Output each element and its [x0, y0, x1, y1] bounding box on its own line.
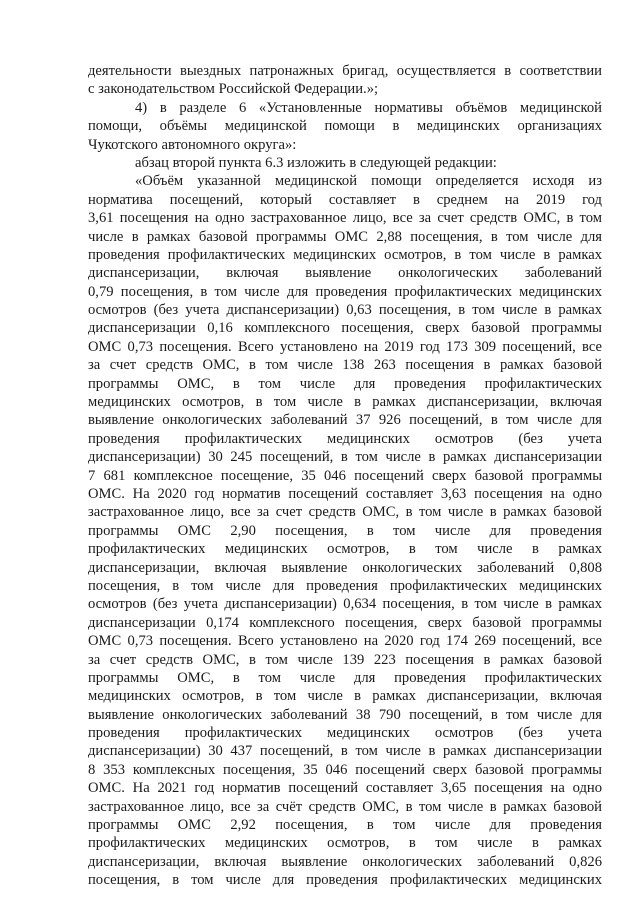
- text-line: медицинских осмотров, в том числе в рамках диспансеризации, включая: [88, 688, 602, 705]
- text-line: медицинских осмотров, в том числе в рамках диспансеризации, включая: [88, 394, 602, 411]
- text-line: посещения, в том числе для проведения профилактических медицинских: [88, 872, 602, 889]
- text-line: диспансеризации) 30 437 посещений, в том числе в рамках диспансеризации: [88, 743, 602, 760]
- text-line: программы ОМС, в том числе для проведения профилактических: [88, 375, 602, 392]
- text-line: ОМС 0,73 посещения. Всего установлено на 2020 год 174 269 посещений, все: [88, 633, 602, 650]
- text-line: проведения профилактических медицинских осмотров, в том числе в рамках: [88, 246, 602, 263]
- text-line: диспансеризации) 30 245 посещений, в том числе в рамках диспансеризации: [88, 449, 602, 466]
- text-line: 3,61 посещения на одно застрахованное лицо, все за счет средств ОМС, в том: [88, 210, 602, 227]
- text-line: профилактических медицинских осмотров, в том числе в рамках: [88, 541, 602, 558]
- text-line: застрахованное лицо, все за счёт средств ОМС, в том числе в рамках базовой: [88, 798, 602, 815]
- text-line: 4) в разделе 6 «Установленные нормативы объёмов медицинской: [135, 99, 602, 116]
- text-line: норматива посещений, который составляет в среднем на 2019 год: [88, 191, 602, 208]
- text-line: ОМС. На 2020 год норматив посещений составляет 3,63 посещения на одно: [88, 485, 602, 502]
- text-line: 0,79 посещения, в том числе для проведения профилактических медицинских: [88, 283, 602, 300]
- text-line: Чукотского автономного округа»:: [88, 136, 297, 153]
- text-line: программы ОМС, в том числе для проведения профилактических: [88, 669, 602, 686]
- text-line: диспансеризации, включая выявление онкологических заболеваний 0,826: [88, 853, 602, 870]
- text-line: 8 353 комплексных посещения, 35 046 посещений сверх базовой программы: [88, 761, 602, 778]
- document-body: [88, 62, 602, 890]
- text-line: ОМС. На 2021 год норматив посещений составляет 3,65 посещения на одно: [88, 780, 602, 797]
- text-line: диспансеризации 0,16 комплексного посещения, сверх базовой программы: [88, 320, 602, 337]
- text-line: диспансеризации, включая выявление онкологических заболеваний 0,808: [88, 559, 602, 576]
- text-line: диспансеризации 0,174 комплексного посещения, сверх базовой программы: [88, 614, 602, 631]
- text-line: программы ОМС 2,92 посещения, в том числе для проведения: [88, 817, 602, 834]
- text-line: профилактических медицинских осмотров, в том числе в рамках: [88, 835, 602, 852]
- text-line: выявление онкологических заболеваний 37 926 посещений, в том числе для: [88, 412, 602, 429]
- text-line: программы ОМС 2,90 посещения, в том числе для проведения: [88, 522, 602, 539]
- text-line: осмотров (без учета диспансеризации) 0,634 посещения, в том числе в рамках: [88, 596, 602, 613]
- text-line: за счет средств ОМС, в том числе 138 263 посещения в рамках базовой: [88, 357, 602, 374]
- text-line: застрахованное лицо, все за счет средств ОМС, в том числе в рамках базовой: [88, 504, 602, 521]
- text-line: проведения профилактических медицинских осмотров (без учета: [88, 725, 602, 742]
- text-line: проведения профилактических медицинских осмотров (без учета: [88, 430, 602, 447]
- text-line: за счет средств ОМС, в том числе 139 223 посещения в рамках базовой: [88, 651, 602, 668]
- text-line: «Объём указанной медицинской помощи определяется исходя из: [135, 173, 602, 190]
- text-line: абзац второй пункта 6.3 изложить в следующей редакции:: [135, 154, 497, 171]
- text-line: деятельности выездных патронажных бригад, осуществляется в соответствии: [88, 63, 602, 79]
- text-line: помощи, объёмы медицинской помощи в медицинских организациях: [88, 118, 602, 135]
- text-line: 7 681 комплексное посещение, 35 046 посещений сверх базовой программы: [88, 467, 602, 484]
- text-line: с законодательством Российской Федерации.»;: [88, 81, 379, 98]
- text-line: выявление онкологических заболеваний 38 790 посещений, в том числе для: [88, 706, 602, 723]
- text-line: осмотров (без учета диспансеризации) 0,63 посещения, в том числе в рамках: [88, 302, 602, 319]
- text-line: ОМС 0,73 посещения. Всего установлено на 2019 год 173 309 посещений, все: [88, 338, 602, 355]
- text-line: посещения, в том числе для проведения профилактических медицинских: [88, 577, 602, 594]
- text-line: диспансеризации, включая выявление онкологических заболеваний: [88, 265, 602, 282]
- text-line: числе в рамках базовой программы ОМС 2,88 посещения, в том числе для: [88, 228, 602, 245]
